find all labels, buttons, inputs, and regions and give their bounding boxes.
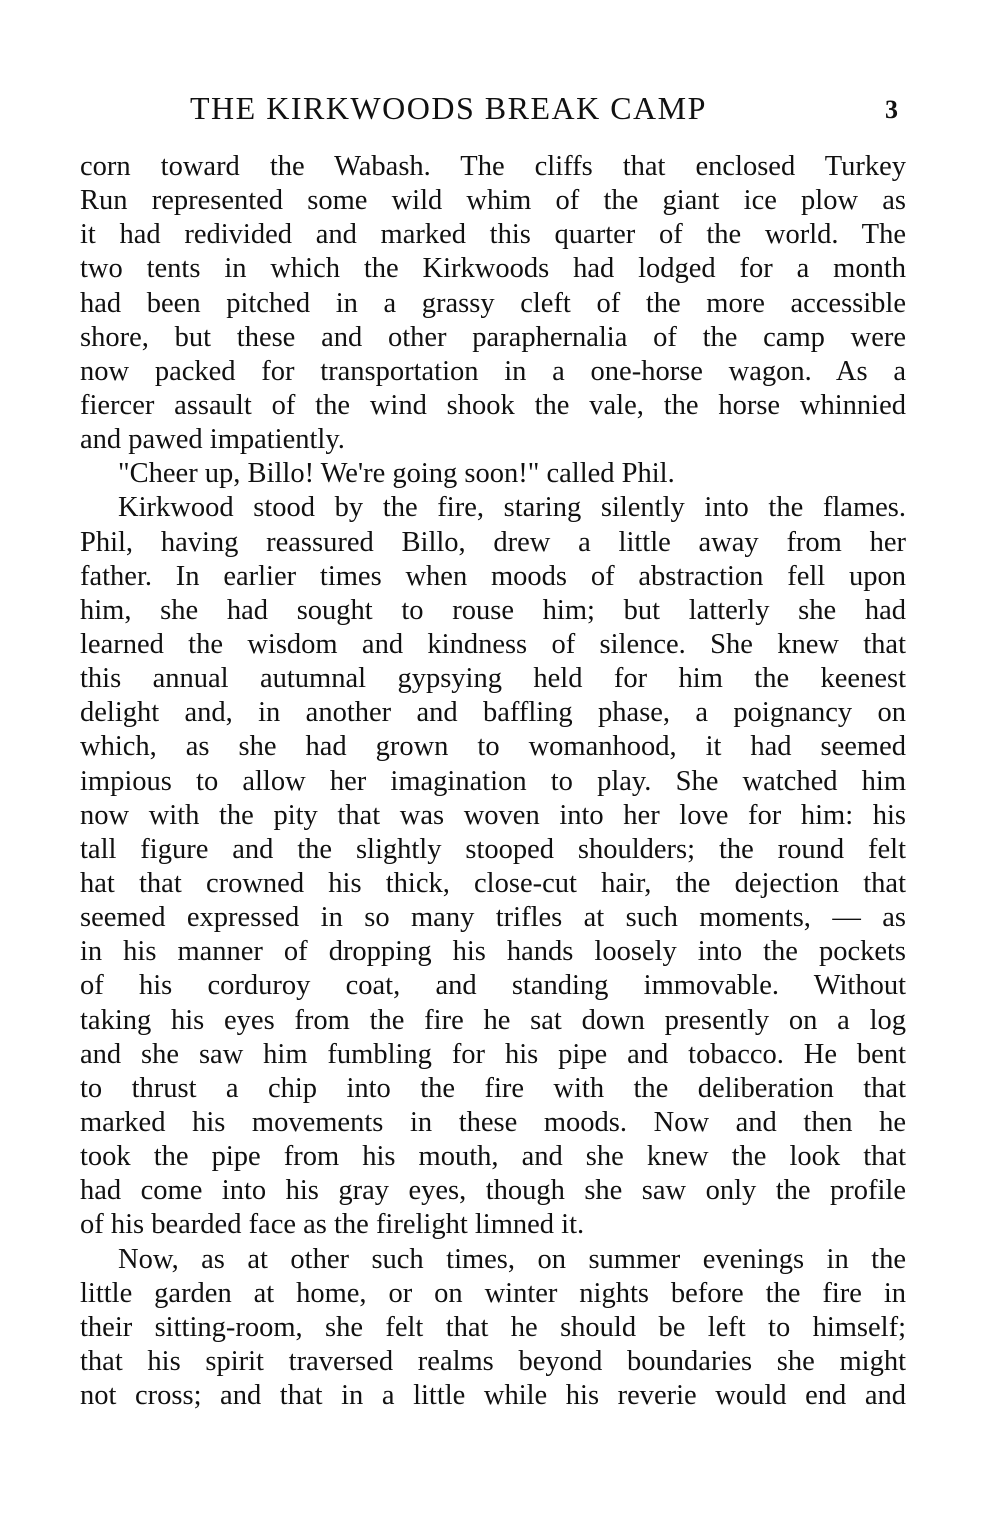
text-line: had come into his gray eyes, though she saw only the profile: [80, 1175, 906, 1207]
text-line: hat that crowned his thick, close-cut hair, the dejection that: [80, 867, 906, 899]
text-line: tall figure and the slightly stooped shoulders; the round felt: [80, 833, 906, 865]
text-line: Run represented some wild whim of the giant ice plow as: [80, 185, 906, 217]
text-line: fiercer assault of the wind shook the vale, the horse whinnied: [80, 389, 906, 421]
text-line: had been pitched in a grassy cleft of the more accessible: [80, 287, 906, 319]
text-line: two tents in which the Kirkwoods had lodged for a month: [80, 253, 906, 285]
text-line: him, she had sought to rouse him; but latterly she had: [80, 594, 906, 626]
running-header: [80, 88, 910, 128]
text-line: marked his movements in these moods. Now and then he: [80, 1106, 906, 1138]
text-line: corn toward the Wabash. The cliffs that enclosed Turkey: [80, 151, 906, 182]
text-line: took the pipe from his mouth, and she knew the look that: [80, 1141, 906, 1173]
text-line: "Cheer up, Billo! We're going soon!" called Phil.: [118, 458, 675, 490]
text-line: of his bearded face as the firelight limned it.: [80, 1209, 585, 1241]
page-number: 3: [885, 95, 898, 124]
text-line: this annual autumnal gypsying held for him the keenest: [80, 663, 906, 695]
text-line: which, as she had grown to womanhood, it had seemed: [80, 731, 906, 763]
text-line: that his spirit traversed realms beyond boundaries she might: [80, 1345, 906, 1377]
text-line: impious to allow her imagination to play. She watched him: [80, 765, 906, 797]
text-line: Kirkwood stood by the fire, staring silently into the flames.: [118, 492, 906, 524]
text-line: shore, but these and other paraphernalia of the camp were: [80, 321, 906, 353]
text-line: Now, as at other such times, on summer evenings in the: [118, 1243, 906, 1275]
text-line: taking his eyes from the fire he sat down presently on a log: [80, 1004, 906, 1036]
text-line: delight and, in another and baffling phase, a poignancy on: [80, 697, 906, 729]
text-line: little garden at home, or on winter nights before the fire in: [80, 1277, 906, 1309]
text-line: father. In earlier times when moods of abstraction fell upon: [80, 560, 906, 592]
text-line: and she saw him fumbling for his pipe and tobacco. He bent: [80, 1038, 906, 1070]
running-title: THE KIRKWOODS BREAK CAMP: [190, 90, 707, 126]
text-line: now with the pity that was woven into her love for him: his: [80, 799, 906, 831]
text-line: now packed for transportation in a one-horse wagon. As a: [80, 355, 906, 387]
body-text: [80, 150, 906, 1413]
text-line: Phil, having reassured Billo, drew a little away from her: [80, 526, 906, 558]
text-line: not cross; and that in a little while his reverie would end and: [80, 1380, 906, 1412]
text-line: seemed expressed in so many trifles at such moments, — as: [80, 902, 906, 934]
text-line: and pawed impatiently.: [80, 424, 345, 456]
text-line: to thrust a chip into the fire with the deliberation that: [80, 1072, 906, 1104]
text-line: it had redivided and marked this quarter of the world. The: [80, 219, 906, 251]
text-line: in his manner of dropping his hands loosely into the pockets: [80, 936, 906, 968]
text-line: their sitting-room, she felt that he should be left to himself;: [80, 1311, 906, 1343]
text-line: learned the wisdom and kindness of silence. She knew that: [80, 628, 906, 660]
text-line: of his corduroy coat, and standing immovable. Without: [80, 970, 906, 1002]
